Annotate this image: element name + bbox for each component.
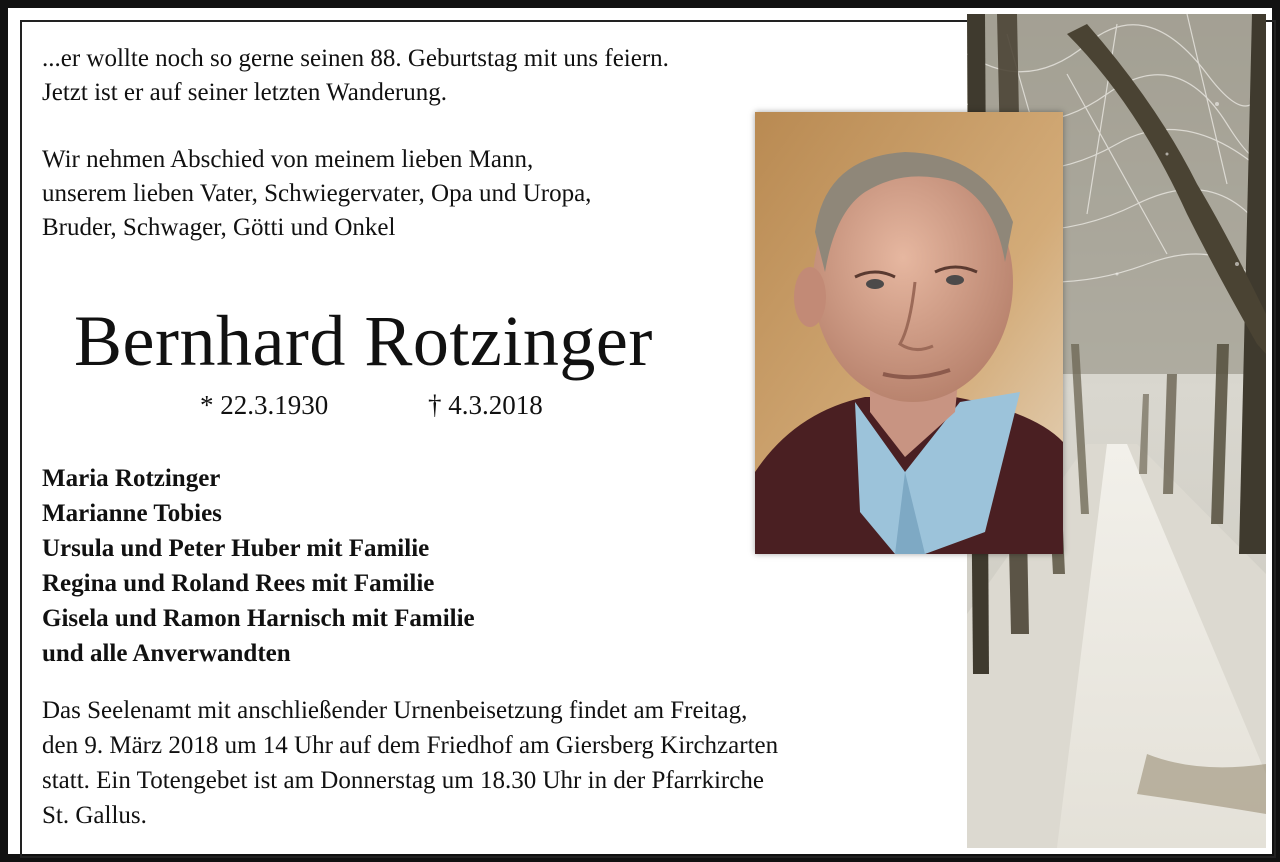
mourner-entry: Marianne Tobies bbox=[42, 500, 222, 527]
quote-line: Jetzt ist er auf seiner letzten Wanderung. bbox=[42, 79, 448, 106]
death-date: † 4.3.2018 bbox=[428, 390, 543, 420]
service-announcement bbox=[42, 693, 778, 833]
farewell-line: Bruder, Schwager, Götti und Onkel bbox=[42, 214, 396, 241]
mourner-entry: Ursula und Peter Huber mit Familie bbox=[42, 535, 430, 562]
service-line: den 9. März 2018 um 14 Uhr auf dem Friedhof am Giersberg Kirchzarten bbox=[42, 732, 779, 759]
farewell-line: Wir nehmen Abschied von meinem lieben Mann, bbox=[42, 146, 534, 173]
mourner-entry: und alle Anverwandten bbox=[42, 640, 291, 667]
mourner-entry: Maria Rotzinger bbox=[42, 465, 221, 492]
service-line: statt. Ein Totengebet ist am Donnerstag um 18.30 Uhr in der Pfarrkirche bbox=[42, 767, 764, 794]
quote-line: ...er wollte noch so gerne seinen 88. Geburtstag mit uns feiern. bbox=[42, 45, 669, 72]
opening-quote bbox=[42, 42, 669, 110]
mourners-list bbox=[42, 461, 475, 671]
mourner-entry: Gisela und Ramon Harnisch mit Familie bbox=[42, 605, 475, 632]
deceased-name: Bernhard Rotzinger bbox=[74, 301, 653, 381]
birth-date: * 22.3.1930 bbox=[200, 390, 329, 420]
portrait-photo bbox=[755, 112, 1063, 554]
farewell-text bbox=[42, 143, 591, 245]
service-line: Das Seelenamt mit anschließender Urnenbeisetzung findet am Freitag, bbox=[42, 697, 748, 724]
farewell-line: unserem lieben Vater, Schwiegervater, Opa und Uropa, bbox=[42, 180, 592, 207]
service-line: St. Gallus. bbox=[42, 802, 147, 829]
mourner-entry: Regina und Roland Rees mit Familie bbox=[42, 570, 435, 597]
